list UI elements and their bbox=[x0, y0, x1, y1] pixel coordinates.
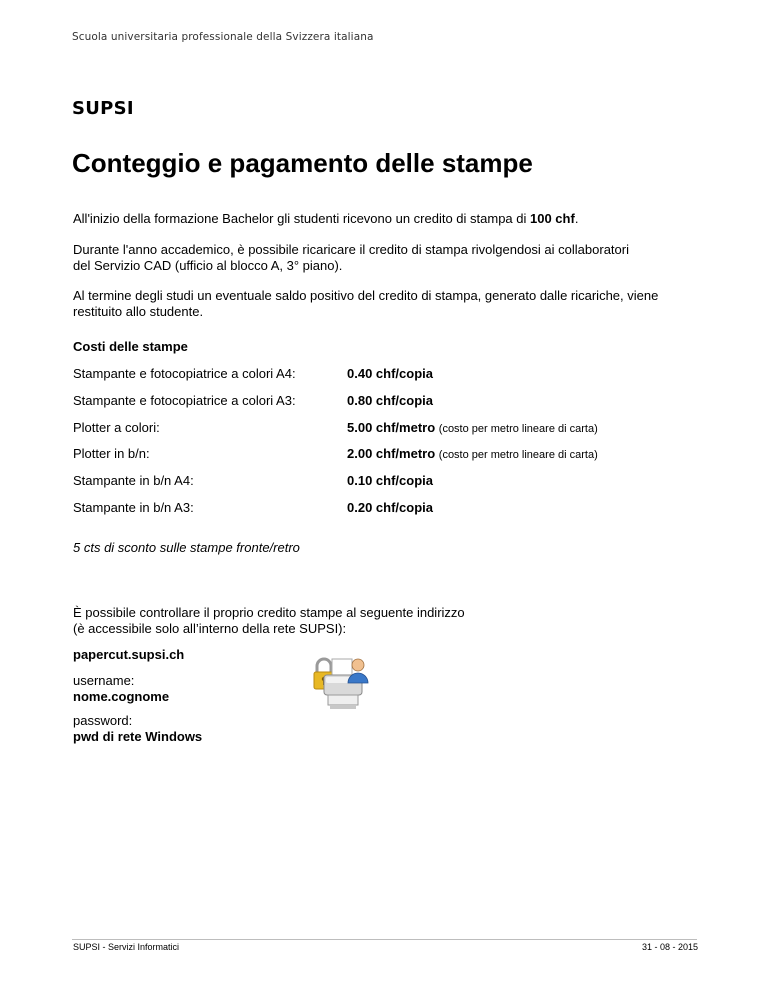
recharge-text-line-1: Durante l'anno accademico, è possibile ricaricare il credito di stampa rivolgendosi ai collaboratori bbox=[73, 242, 629, 257]
costs-heading: Costi delle stampe bbox=[73, 339, 188, 354]
cost-row-price: 0.10 chf/copia bbox=[347, 473, 433, 488]
cost-row-note: (costo per metro lineare di carta) bbox=[438, 423, 598, 435]
footer-date: 31 - 08 - 2015 bbox=[641, 942, 698, 952]
cost-row-label: Stampante in b/n A4: bbox=[73, 473, 194, 488]
intro-text: All'inizio della formazione Bachelor gli studenti ricevono un credito di stampa di bbox=[73, 211, 530, 226]
cost-row bbox=[73, 366, 693, 382]
intro-period: . bbox=[574, 211, 579, 226]
footer-department: SUPSI - Servizi Informatici bbox=[73, 942, 180, 952]
cost-row bbox=[73, 500, 693, 516]
cost-row-note: (costo per metro lineare di carta) bbox=[438, 449, 598, 461]
cost-row bbox=[73, 393, 693, 409]
username-label: username: bbox=[73, 673, 135, 688]
page-title: Conteggio e pagamento delle stampe bbox=[72, 148, 533, 178]
initial-credit-amount: 100 chf bbox=[530, 211, 575, 226]
intro-paragraph-2 bbox=[73, 242, 693, 274]
cost-row bbox=[73, 446, 693, 462]
refund-text-line-1: Al termine degli studi un eventuale saldo positivo del credito di stampa, generato dalle ricariche, viene bbox=[73, 288, 659, 303]
credit-check-line-2: (è accessibile solo all’interno della rete SUPSI): bbox=[73, 621, 347, 636]
password-label: password: bbox=[73, 713, 133, 728]
cost-row-price: 0.80 chf/copia bbox=[347, 393, 433, 408]
password-block bbox=[73, 713, 202, 745]
refund-text-line-2: restituito allo studente. bbox=[73, 304, 204, 319]
printer-lock-user-icon bbox=[310, 655, 372, 713]
cost-row-label: Plotter in b/n: bbox=[73, 446, 150, 461]
password-value: pwd di rete Windows bbox=[73, 729, 203, 744]
cost-row-price: 2.00 chf/metro bbox=[347, 446, 436, 461]
recharge-text-line-2: del Servizio CAD (ufficio al blocco A, 3° piano). bbox=[73, 258, 343, 273]
cost-row-price: 0.20 chf/copia bbox=[347, 500, 433, 515]
duplex-discount-note: 5 cts di sconto sulle stampe fronte/retro bbox=[73, 540, 300, 555]
username-block bbox=[73, 673, 169, 705]
credit-check-paragraph bbox=[73, 605, 693, 637]
cost-row-price: 0.40 chf/copia bbox=[347, 366, 433, 381]
intro-paragraph-3 bbox=[73, 288, 693, 320]
papercut-url[interactable]: papercut.supsi.ch bbox=[73, 647, 185, 662]
cost-row-label: Plotter a colori: bbox=[73, 420, 160, 435]
intro-paragraph-1 bbox=[73, 211, 693, 227]
cost-row-price: 5.00 chf/metro bbox=[347, 420, 436, 435]
cost-row bbox=[73, 420, 693, 436]
footer-divider bbox=[72, 939, 697, 940]
cost-row-label: Stampante in b/n A3: bbox=[73, 500, 194, 515]
username-value: nome.cognome bbox=[73, 689, 170, 704]
supsi-logo: SUPSI bbox=[72, 98, 134, 119]
cost-row-label: Stampante e fotocopiatrice a colori A4: bbox=[73, 366, 296, 381]
cost-row bbox=[73, 473, 693, 489]
institution-name: Scuola universitaria professionale della Svizzera italiana bbox=[72, 31, 374, 43]
credit-check-line-1: È possibile controllare il proprio credito stampe al seguente indirizzo bbox=[73, 605, 465, 620]
cost-row-label: Stampante e fotocopiatrice a colori A3: bbox=[73, 393, 296, 408]
